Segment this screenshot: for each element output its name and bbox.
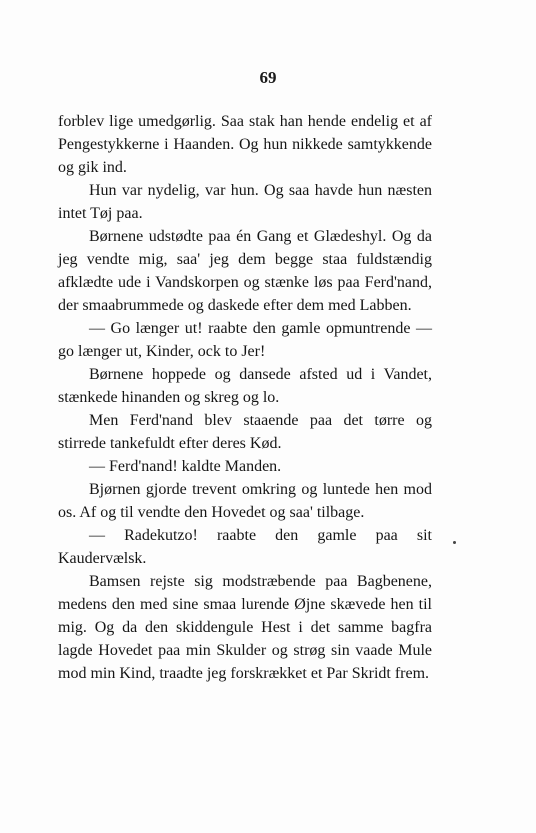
paragraph: — Go længer ut! raabte den gamle opmuntrende — go længer ut, Kinder, ock to Jer!: [58, 320, 432, 360]
paragraph: Men Ferd'nand blev staaende paa det tørre og stirrede tankefuldt efter deres Kød.: [58, 412, 432, 452]
paragraph: Bjørnen gjorde trevent omkring og luntede hen mod os. Af og til vendte den Hovedet og saa' tilbage.: [58, 481, 432, 521]
paragraph: Børnene udstødte paa én Gang et Glædeshyl. Og da jeg vendte mig, saa' jeg dem begge staa fuldstændig afklædte ude i Vandskorpen og stænke løs paa Ferd'nand, der smaabrummede og daskede efter dem med Labben.: [58, 228, 432, 314]
print-speck: [453, 541, 456, 544]
paragraph: Bamsen rejste sig modstræbende paa Bagbenene, medens den med sine smaa lurende Øjne skævede hen til mig. Og da den skiddengule Hest i det samme bagfra lagde Hovedet paa min Skulder og strøg sin vaade Mule mod min Kind, traadte jeg forskrækket et Par Skridt frem.: [58, 573, 432, 682]
page-number: 69: [259, 68, 277, 87]
paragraph: — Ferd'nand! kaldte Manden.: [89, 458, 282, 475]
paragraph: — Radekutzo! raabte den gamle paa sit Kaudervælsk.: [58, 527, 432, 567]
paragraph: Børnene hoppede og dansede afsted ud i Vandet, stænkede hinanden og skreg og lo.: [58, 366, 432, 406]
body-text: [58, 110, 432, 685]
paragraph: forblev lige umedgørlig. Saa stak han hende endelig et af Pengestykkerne i Haanden. Og hun nikkede samtykkende og gik ind.: [58, 113, 432, 176]
paragraph: Hun var nydelig, var hun. Og saa havde hun næsten intet Tøj paa.: [58, 182, 432, 222]
